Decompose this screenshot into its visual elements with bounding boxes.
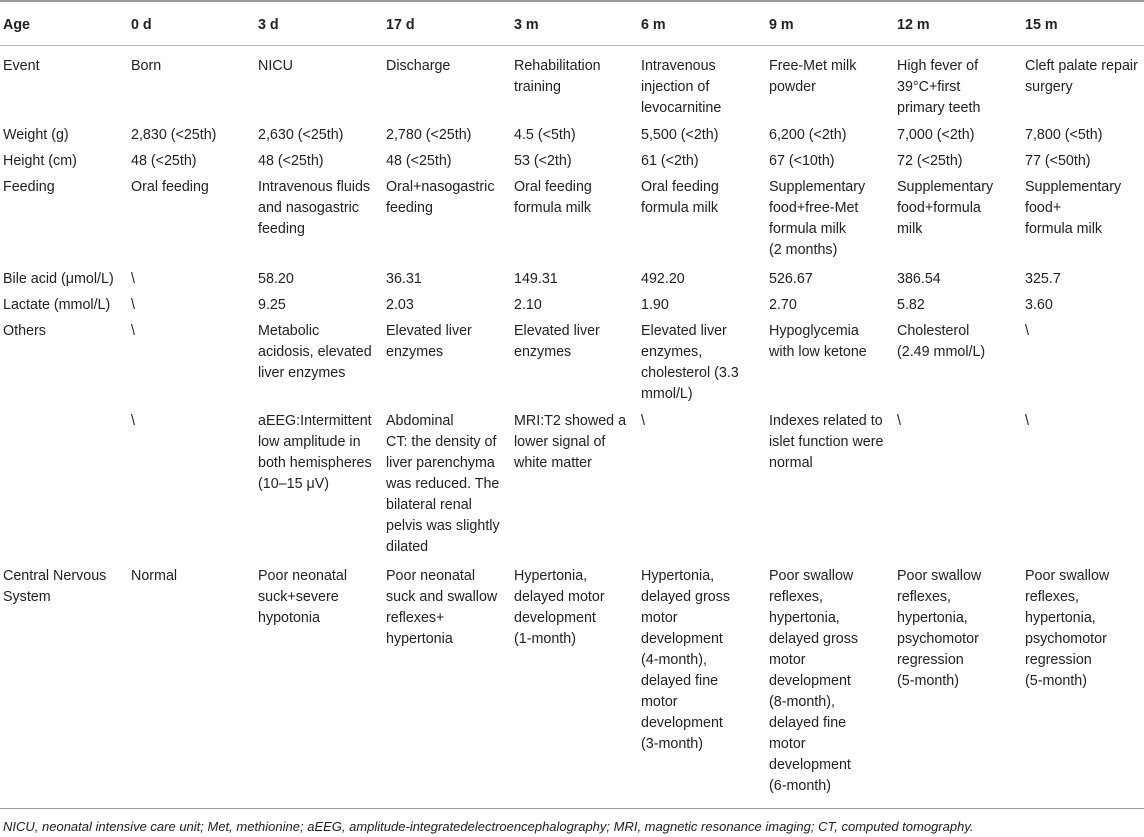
table-cell: Supplementary food+ formula milk — [1025, 179, 1122, 237]
table-cell: 492.20 — [641, 271, 685, 287]
table-cell: 526.67 — [769, 271, 813, 287]
table-cell: 36.31 — [386, 271, 422, 287]
table-footnote: NICU, neonatal intensive care unit; Met, methionine; aEEG, amplitude-integratedelectroencephalography; MRI, magnetic resonance imaging; CT, computed tomography. — [3, 819, 974, 834]
table-cell: NICU — [258, 58, 293, 74]
table-cell: \ — [641, 413, 645, 429]
table-cell: 5,500 (<2th) — [641, 127, 719, 143]
table-cell: Born — [131, 58, 162, 74]
header-cell: 15 m — [1025, 17, 1058, 33]
header-cell: 6 m — [641, 17, 666, 33]
table-cell: Cleft palate repair surgery — [1025, 58, 1138, 95]
table-cell: Poor neonatal suck and swallow reflexes+ hypertonia — [386, 568, 498, 647]
table-cell: \ — [897, 413, 901, 429]
table-cell: \ — [131, 413, 135, 429]
table-cell: Supplementary food+formula milk — [897, 179, 994, 237]
table-cell: 3.60 — [1025, 297, 1053, 313]
row-label: Feeding — [3, 179, 55, 195]
table-cell: 325.7 — [1025, 271, 1061, 287]
row-label: Lactate (mmol/L) — [3, 297, 111, 313]
row-label: Central Nervous System — [3, 568, 107, 605]
table-cell: Supplementary food+free-Met formula milk (2 months) — [769, 179, 866, 258]
table-cell: 4.5 (<5th) — [514, 127, 576, 143]
header-cell: Age — [3, 17, 31, 33]
header-cell: 9 m — [769, 17, 794, 33]
table-cell: 2.70 — [769, 297, 797, 313]
table-cell: Cholesterol (2.49 mmol/L) — [897, 323, 986, 360]
table-cell: 6,200 (<2th) — [769, 127, 847, 143]
table-cell: \ — [1025, 323, 1029, 339]
table-cell: 149.31 — [514, 271, 558, 287]
table-cell: Elevated liver enzymes — [514, 323, 600, 360]
table-cell: Intravenous injection of levocarnitine — [641, 58, 722, 116]
table-cell: Metabolic acidosis, elevated liver enzymes — [258, 323, 372, 381]
table-cell: Hypertonia, delayed gross motor development (4-month), delayed fine motor development (3-month) — [641, 568, 731, 752]
table-cell: Oral feeding formula milk — [514, 179, 592, 216]
header-rule — [0, 45, 1144, 46]
table-cell: Discharge — [386, 58, 451, 74]
table-cell: 61 (<2th) — [641, 153, 699, 169]
row-label: Weight (g) — [3, 127, 69, 143]
table-cell: \ — [131, 323, 135, 339]
row-label: Height (cm) — [3, 153, 77, 169]
table-cell: Hypertonia, delayed motor development (1-month) — [514, 568, 605, 647]
table-cell: Hypoglycemia with low ketone — [769, 323, 867, 360]
table-cell: Oral feeding formula milk — [641, 179, 719, 216]
table-cell: Poor neonatal suck+severe hypotonia — [258, 568, 348, 626]
table-cell: Poor swallow reflexes, hypertonia, psychomotor regression (5-month) — [897, 568, 982, 689]
table-cell: Abdominal CT: the density of liver parenchyma was reduced. The bilateral renal pelvis was slightly dilated — [386, 413, 500, 555]
row-label: Others — [3, 323, 46, 339]
table-cell: aEEG:Intermittent low amplitude in both hemispheres (10–15 μV) — [258, 413, 372, 492]
table-cell: 72 (<25th) — [897, 153, 963, 169]
table-cell: \ — [131, 271, 135, 287]
table-cell: Intravenous fluids and nasogastric feeding — [258, 179, 371, 237]
table-cell: \ — [1025, 413, 1029, 429]
table-cell: 58.20 — [258, 271, 294, 287]
table-cell: Poor swallow reflexes, hypertonia, psychomotor regression (5-month) — [1025, 568, 1110, 689]
table-cell: Oral+nasogastric feeding — [386, 179, 495, 216]
table-cell: 386.54 — [897, 271, 941, 287]
table-cell: Indexes related to islet function were normal — [769, 413, 884, 471]
table-cell: 7,800 (<5th) — [1025, 127, 1103, 143]
header-cell: 12 m — [897, 17, 930, 33]
header-cell: 17 d — [386, 17, 415, 33]
table-cell: 2.03 — [386, 297, 414, 313]
table-cell: 7,000 (<2th) — [897, 127, 975, 143]
table-cell: 53 (<2th) — [514, 153, 572, 169]
table-cell: 2,630 (<25th) — [258, 127, 344, 143]
table-cell: 5.82 — [897, 297, 925, 313]
table-cell: Poor swallow reflexes, hypertonia, delayed gross motor development (8-month), delayed fine motor development (6-month) — [769, 568, 859, 794]
header-cell: 3 d — [258, 17, 279, 33]
table-cell: MRI:T2 showed a lower signal of white matter — [514, 413, 627, 471]
header-cell: 0 d — [131, 17, 152, 33]
table-cell: 2.10 — [514, 297, 542, 313]
table-cell: 48 (<25th) — [131, 153, 197, 169]
table-cell: 2,780 (<25th) — [386, 127, 472, 143]
table-cell: Free-Met milk powder — [769, 58, 857, 95]
table-cell: High fever of 39°C+first primary teeth — [897, 58, 981, 116]
table-cell: 48 (<25th) — [258, 153, 324, 169]
table-cell: Elevated liver enzymes, cholesterol (3.3 mmol/L) — [641, 323, 739, 402]
table-cell: \ — [131, 297, 135, 313]
row-label: Bile acid (μmol/L) — [3, 271, 114, 287]
table-cell: 77 (<50th) — [1025, 153, 1091, 169]
table-cell: 1.90 — [641, 297, 669, 313]
table-top-rule — [0, 0, 1144, 2]
table-cell: 9.25 — [258, 297, 286, 313]
row-label: Event — [3, 58, 40, 74]
header-cell: 3 m — [514, 17, 539, 33]
table-cell: 48 (<25th) — [386, 153, 452, 169]
table-bottom-rule — [0, 808, 1144, 809]
table-cell: Rehabilitation training — [514, 58, 601, 95]
table-cell: 2,830 (<25th) — [131, 127, 217, 143]
table-cell: 67 (<10th) — [769, 153, 835, 169]
table-cell: Normal — [131, 568, 178, 584]
table-cell: Oral feeding — [131, 179, 209, 195]
table-cell: Elevated liver enzymes — [386, 323, 472, 360]
